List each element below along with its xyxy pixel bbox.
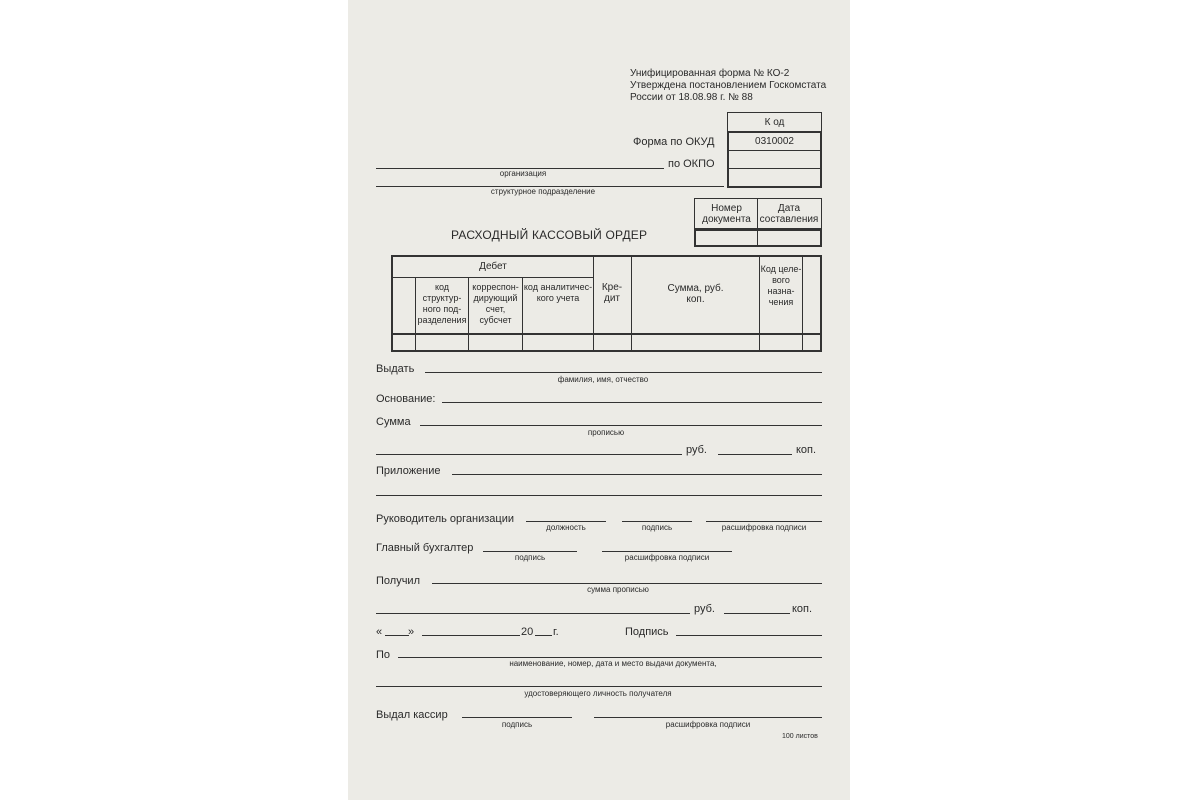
organization-caption: организация (499, 169, 547, 178)
col-divider (631, 257, 632, 350)
debit-header: Дебет (479, 261, 507, 272)
attachment-label: Приложение (376, 465, 441, 477)
year-line[interactable] (535, 635, 552, 636)
doc-values-divider (757, 229, 758, 247)
okpo-label: по ОКПО (668, 158, 715, 170)
issue-caption: фамилия, имя, отчество (557, 375, 649, 384)
by-label: По (376, 649, 391, 661)
basis-label: Основание: (376, 393, 436, 405)
signature-label: Подпись (625, 626, 669, 638)
chief-signature-caption: подпись (514, 553, 546, 562)
credit-header: Кре-дит (601, 282, 623, 304)
amount-caption: прописью (587, 428, 625, 437)
corr-account-header: корреспон-дирующий счет, субсчет (472, 282, 519, 325)
rub-label-2: руб. (694, 603, 715, 615)
form-number-line: Унифицированная форма № КО-2 (630, 68, 790, 79)
chief-signature-line[interactable] (483, 551, 577, 552)
subdivision-caption: структурное подразделение (490, 187, 596, 196)
issue-label: Выдать (376, 363, 415, 375)
year-prefix: 20 (521, 626, 534, 638)
col-divider (593, 257, 594, 350)
received-line[interactable] (432, 583, 822, 584)
year-suffix: г. (553, 626, 559, 638)
sheets-count: 100 листов (782, 733, 818, 740)
form-sheet (348, 0, 850, 800)
amount-line[interactable] (420, 425, 822, 426)
cashier-signature-line[interactable] (462, 717, 572, 718)
received-caption: сумма прописью (587, 585, 649, 594)
head-position-line[interactable] (526, 521, 606, 522)
id-doc-caption-2: удостоверяющего личность получателя (524, 689, 672, 698)
kop-label-2: коп. (792, 603, 813, 615)
approval-line: Утверждена постановлением Госкомстата (630, 80, 827, 91)
chief-accountant-label: Главный бухгалтер (376, 542, 474, 554)
head-signature-line[interactable] (622, 521, 692, 522)
received-label: Получил (376, 575, 420, 587)
doc-date-header: Дата составления (759, 203, 819, 225)
rub-label: руб. (686, 444, 707, 456)
chief-decode-caption: расшифровка подписи (624, 553, 710, 562)
doc-number-header: Номер документа (702, 203, 751, 225)
approval-date-line: России от 18.08.98 г. № 88 (630, 92, 753, 103)
cashier-label: Выдал кассир (376, 709, 448, 721)
cashier-decode-line[interactable] (594, 717, 822, 718)
cashier-decode-caption: расшифровка подписи (665, 720, 751, 729)
head-decode-line[interactable] (706, 521, 822, 522)
kop-line[interactable] (718, 454, 792, 455)
subdivision-code-header: код структур-ного под-разделения (417, 282, 467, 325)
code-header-text: К од (764, 117, 785, 128)
issue-line[interactable] (425, 372, 822, 373)
attachment-line-2[interactable] (376, 495, 822, 496)
amount-label: Сумма (376, 416, 411, 428)
head-label: Руководитель организации (376, 513, 515, 525)
id-doc-line[interactable] (398, 657, 822, 658)
quote-open: « (376, 626, 383, 638)
head-position-caption: должность (546, 523, 586, 532)
head-decode-caption: расшифровка подписи (721, 523, 807, 532)
kop-label: коп. (796, 444, 817, 456)
day-line[interactable] (385, 635, 409, 636)
code-divider (729, 150, 820, 151)
code-divider (729, 168, 820, 169)
id-doc-caption-1: наименование, номер, дата и место выдачи документа, (509, 659, 717, 668)
form-title: РАСХОДНЫЙ КАССОВЫЙ ОРДЕР (451, 228, 648, 242)
header-bottom-line (393, 333, 820, 335)
signature-line[interactable] (676, 635, 822, 636)
debit-divider (393, 277, 593, 278)
okud-label: Форма по ОКУД (633, 136, 715, 148)
head-signature-caption: подпись (641, 523, 673, 532)
col-divider (802, 257, 803, 350)
received-amount-line[interactable] (376, 613, 690, 614)
okud-value: 0310002 (755, 136, 794, 147)
month-line[interactable] (422, 635, 520, 636)
doc-values-row (694, 229, 822, 247)
purpose-code-header: Код целе-вого назна-чения (760, 264, 802, 307)
cashier-signature-caption: подпись (501, 720, 533, 729)
code-header-cell (727, 112, 822, 132)
sum-header: Сумма, руб. коп. (667, 283, 724, 305)
attachment-line[interactable] (452, 474, 822, 475)
id-doc-line-2[interactable] (376, 686, 822, 687)
quote-close: » (408, 626, 415, 638)
kop-line-2[interactable] (724, 613, 790, 614)
chief-decode-line[interactable] (602, 551, 732, 552)
basis-line[interactable] (442, 402, 822, 403)
analytics-code-header: код аналитичес-кого учета (523, 282, 593, 303)
amount-words-line[interactable] (376, 454, 682, 455)
